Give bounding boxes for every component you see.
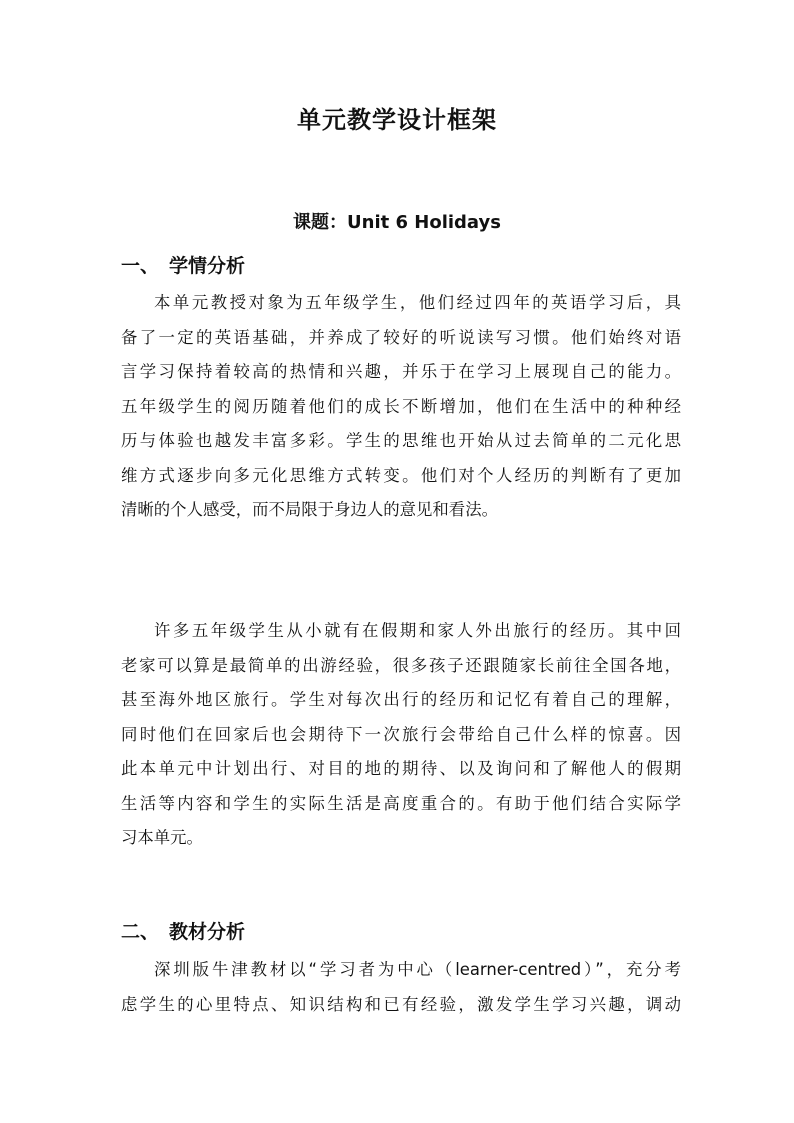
paragraph-line: 同时他们在回家后也会期待下一次旅行会带给自己什么样的惊喜。因 [121, 724, 681, 744]
lesson-title: 课题：Unit 6 Holidays [293, 212, 501, 233]
paragraph-line: 本单元教授对象为五年级学生，他们经过四年的英语学习后，具 [154, 293, 681, 312]
section-heading-textbook-analysis [121, 917, 245, 944]
section-heading-learner-analysis [121, 251, 245, 278]
paragraph-line: 言学习保持着较高的热情和兴趣，并乐于在学习上展现自己的能力。 [121, 362, 681, 381]
paragraph-line: 虑学生的心里特点、知识结构和已有经验，激发学生学习兴趣，调动 [121, 994, 681, 1014]
section-title: 教材分析 [169, 921, 246, 943]
paragraph-line: 历与体验也越发丰富多彩。学生的思维也开始从过去简单的二元化思 [121, 431, 681, 450]
paragraph-line: 许多五年级学生从小就有在假期和家人外出旅行的经历。其中回 [154, 621, 681, 640]
paragraph-textbook-analysis-1 [121, 953, 681, 1022]
paragraph-line: 生活等内容和学生的实际生活是高度重合的。有助于他们结合实际学 [121, 793, 681, 813]
paragraph-line: 此本单元中计划出行、对目的地的期待、以及询问和了解他人的假期 [121, 759, 681, 778]
paragraph-line: 备了一定的英语基础，并养成了较好的听说读写习惯。他们始终对语 [121, 327, 681, 347]
paragraph-line: 维方式逐步向多元化思维方式转变。他们对个人经历的判断有了更加 [121, 465, 681, 485]
paragraph-line: 甚至海外地区旅行。学生对每次出行的经历和记忆有着自己的理解， [121, 690, 681, 709]
paragraph-line: 老家可以算是最简单的出游经验，很多孩子还跟随家长前往全国各地， [121, 655, 681, 675]
paragraph-line: 五年级学生的阅历随着他们的成长不断增加，他们在生活中的种种经 [121, 396, 681, 416]
paragraph-line: 清晰的个人感受，而不局限于身边人的意见和看法。 [121, 500, 498, 519]
section-number: 二、 [121, 921, 160, 943]
paragraph-line: 深圳版牛津教材以“学习者为中心（learner-centred）”，充分考 [154, 960, 681, 979]
paragraph-learner-analysis-1 [121, 286, 681, 528]
section-title: 学情分析 [169, 255, 246, 277]
document-title: 单元教学设计框架 [297, 106, 497, 134]
paragraph-line: 习本单元。 [121, 828, 203, 847]
section-number: 一、 [121, 255, 160, 277]
paragraph-learner-analysis-2 [121, 614, 681, 856]
